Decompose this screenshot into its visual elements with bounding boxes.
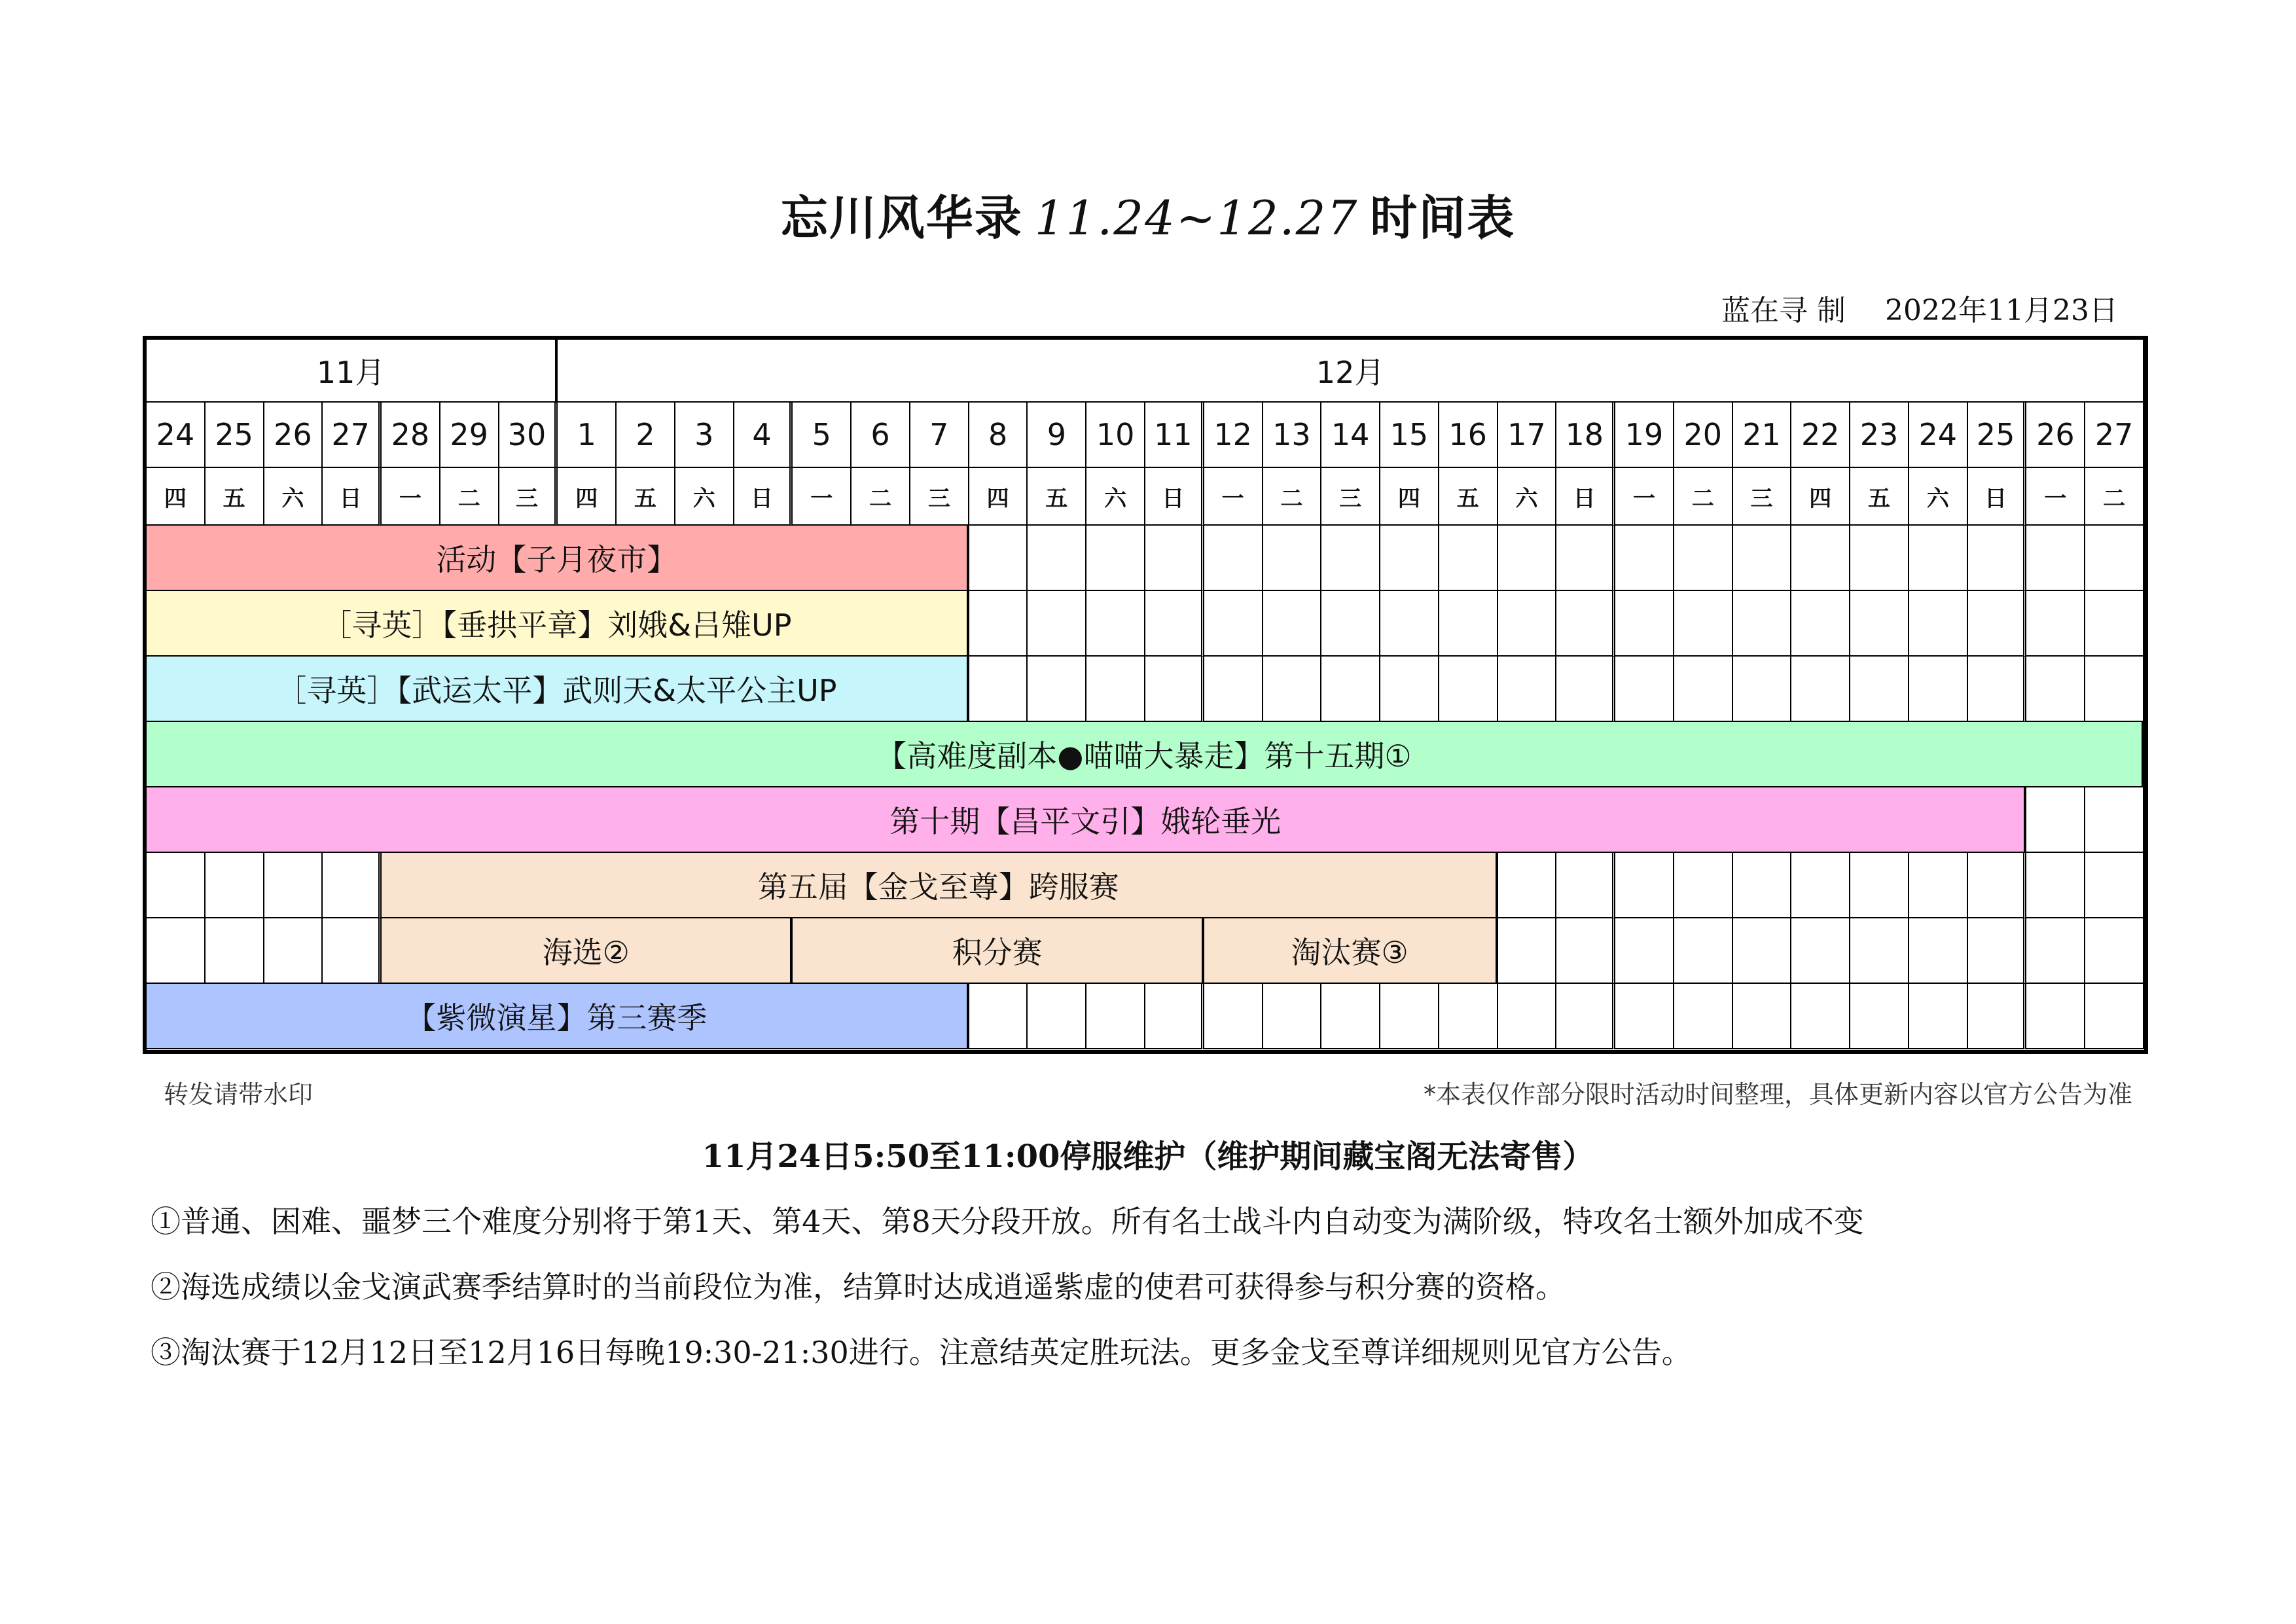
empty-day-cell: [1204, 591, 1263, 657]
weekday-cell: 日: [1968, 468, 2027, 526]
event-bar: 第五届【金戈至尊】跨服赛: [382, 853, 1498, 918]
event-bar: 第十期【昌平文引】娥轮垂光: [147, 787, 2026, 853]
weekday-cell: 日: [734, 468, 793, 526]
date-cell: 27: [2085, 403, 2144, 468]
empty-day-cell: [1674, 591, 1733, 657]
weekday-cell: 日: [323, 468, 382, 526]
empty-day-cell: [1733, 591, 1792, 657]
empty-day-cell: [1145, 984, 1204, 1049]
empty-day-cell: [1791, 526, 1850, 591]
empty-day-cell: [1145, 526, 1204, 591]
event-bar: 活动【子月夜市】: [147, 526, 969, 591]
credit-line: [1721, 287, 2118, 329]
empty-day-cell: [323, 918, 382, 984]
empty-day-cell: [1380, 984, 1439, 1049]
empty-day-cell: [969, 526, 1028, 591]
empty-day-cell: [1674, 853, 1733, 918]
schedule-table: [143, 336, 2148, 1054]
empty-day-cell: [1733, 657, 1792, 722]
empty-day-cell: [1909, 657, 1968, 722]
empty-day-cell: [1145, 591, 1204, 657]
month-header: 11月: [147, 340, 558, 403]
empty-day-cell: [1380, 591, 1439, 657]
weekday-cell: 四: [969, 468, 1028, 526]
empty-day-cell: [1028, 984, 1086, 1049]
date-cell: 17: [1498, 403, 1557, 468]
date-cell: 1: [558, 403, 617, 468]
weekday-cell: 三: [910, 468, 969, 526]
date-cell: 26: [264, 403, 323, 468]
weekday-cell: 日: [1145, 468, 1204, 526]
empty-day-cell: [1028, 526, 1086, 591]
empty-day-cell: [1909, 591, 1968, 657]
event-bar: 海选②: [382, 918, 793, 984]
weekday-cell: 五: [206, 468, 264, 526]
empty-day-cell: [1733, 918, 1792, 984]
empty-day-cell: [1733, 526, 1792, 591]
empty-day-cell: [1204, 526, 1263, 591]
date-cell: 7: [910, 403, 969, 468]
watermark-note: 转发请带水印: [164, 1080, 314, 1109]
empty-day-cell: [1615, 918, 1674, 984]
weekday-cell: 一: [1615, 468, 1674, 526]
date-cell: 24: [1909, 403, 1968, 468]
empty-day-cell: [1498, 984, 1557, 1049]
weekday-cell: 四: [1380, 468, 1439, 526]
empty-day-cell: [1733, 984, 1792, 1049]
weekday-cell: 二: [440, 468, 499, 526]
weekday-cell: 一: [1204, 468, 1263, 526]
empty-day-cell: [1263, 657, 1322, 722]
empty-day-cell: [1791, 591, 1850, 657]
empty-day-cell: [1791, 984, 1850, 1049]
date-cell: 6: [852, 403, 910, 468]
weekday-cell: 一: [2026, 468, 2085, 526]
empty-day-cell: [1498, 853, 1557, 918]
date-cell: 8: [969, 403, 1028, 468]
empty-day-cell: [264, 918, 323, 984]
empty-day-cell: [1674, 657, 1733, 722]
event-bar: ［寻英］【武运太平】武则天&太平公主UP: [147, 657, 969, 722]
date-cell: 16: [1439, 403, 1498, 468]
empty-day-cell: [1968, 526, 2027, 591]
empty-day-cell: [1850, 591, 1909, 657]
title-range: 11.24~12.27: [1034, 190, 1359, 245]
empty-day-cell: [2026, 853, 2085, 918]
date-cell: 11: [1145, 403, 1204, 468]
empty-day-cell: [1263, 984, 1322, 1049]
empty-day-cell: [1615, 591, 1674, 657]
title-prefix: 忘川风华录: [780, 190, 1023, 245]
empty-day-cell: [1028, 591, 1086, 657]
empty-day-cell: [1086, 657, 1145, 722]
weekday-cell: 二: [1263, 468, 1322, 526]
empty-day-cell: [2085, 984, 2144, 1049]
weekday-cell: 六: [264, 468, 323, 526]
date-cell: 4: [734, 403, 793, 468]
empty-day-cell: [1909, 526, 1968, 591]
event-bar: 【紫微演星】第三赛季: [147, 984, 969, 1049]
date-cell: 26: [2026, 403, 2085, 468]
date-cell: 28: [382, 403, 440, 468]
date-cell: 19: [1615, 403, 1674, 468]
empty-day-cell: [2026, 526, 2085, 591]
date-cell: 20: [1674, 403, 1733, 468]
weekday-cell: 六: [1086, 468, 1145, 526]
empty-day-cell: [1556, 853, 1615, 918]
empty-day-cell: [1028, 657, 1086, 722]
month-header: 12月: [558, 340, 2144, 403]
empty-day-cell: [1850, 526, 1909, 591]
empty-day-cell: [1850, 657, 1909, 722]
empty-day-cell: [1145, 657, 1204, 722]
empty-day-cell: [2026, 591, 2085, 657]
weekday-cell: 四: [558, 468, 617, 526]
empty-day-cell: [2026, 657, 2085, 722]
weekday-cell: 四: [147, 468, 206, 526]
weekday-cell: 六: [1909, 468, 1968, 526]
empty-day-cell: [1380, 526, 1439, 591]
date-cell: 13: [1263, 403, 1322, 468]
empty-day-cell: [1498, 918, 1557, 984]
empty-day-cell: [1086, 526, 1145, 591]
footnote-3: ③淘汰赛于12月12日至12月16日每晚19:30-21:30进行。注意结英定胜玩法。更多金戈至尊详细规则见官方公告。: [151, 1335, 1692, 1370]
title-suffix: 时间表: [1370, 190, 1516, 245]
footnote-1: ①普通、困难、噩梦三个难度分别将于第1天、第4天、第8天分段开放。所有名士战斗内自动变为满阶级，特攻名士额外加成不变: [151, 1204, 1864, 1239]
empty-day-cell: [1263, 526, 1322, 591]
empty-day-cell: [2026, 787, 2085, 853]
empty-day-cell: [1204, 657, 1263, 722]
empty-day-cell: [1968, 918, 2027, 984]
empty-day-cell: [147, 918, 206, 984]
weekday-cell: 四: [1791, 468, 1850, 526]
date-cell: 21: [1733, 403, 1792, 468]
date-cell: 25: [1968, 403, 2027, 468]
date-cell: 27: [323, 403, 382, 468]
weekday-cell: 日: [1556, 468, 1615, 526]
empty-day-cell: [1791, 918, 1850, 984]
empty-day-cell: [1380, 657, 1439, 722]
empty-day-cell: [969, 657, 1028, 722]
page-title: [0, 180, 2296, 248]
empty-day-cell: [1556, 657, 1615, 722]
empty-day-cell: [1968, 657, 2027, 722]
empty-day-cell: [323, 853, 382, 918]
empty-day-cell: [1615, 526, 1674, 591]
date-cell: 23: [1850, 403, 1909, 468]
empty-day-cell: [2085, 787, 2144, 853]
credit-date: 2022年11月23日: [1885, 294, 2118, 327]
empty-day-cell: [1968, 853, 2027, 918]
empty-day-cell: [1674, 526, 1733, 591]
empty-day-cell: [1791, 853, 1850, 918]
empty-day-cell: [1321, 657, 1380, 722]
date-cell: 24: [147, 403, 206, 468]
empty-day-cell: [969, 984, 1028, 1049]
event-bar: ［寻英］【垂拱平章】刘娥&吕雉UP: [147, 591, 969, 657]
footnote-2: ②海选成绩以金戈演武赛季结算时的当前段位为准，结算时达成逍遥紫虚的使君可获得参与积分赛的资格。: [151, 1269, 1566, 1305]
empty-day-cell: [2026, 918, 2085, 984]
empty-day-cell: [1439, 526, 1498, 591]
event-bar: 【高难度副本●喵喵大暴走】第十五期①: [147, 722, 2144, 787]
empty-day-cell: [1556, 591, 1615, 657]
empty-day-cell: [1968, 591, 2027, 657]
empty-day-cell: [1439, 591, 1498, 657]
date-cell: 22: [1791, 403, 1850, 468]
empty-day-cell: [1086, 591, 1145, 657]
date-cell: 12: [1204, 403, 1263, 468]
event-bar: 积分赛: [793, 918, 1204, 984]
weekday-cell: 五: [1028, 468, 1086, 526]
weekday-cell: 二: [852, 468, 910, 526]
empty-day-cell: [206, 918, 264, 984]
weekday-cell: 三: [1733, 468, 1792, 526]
date-cell: 9: [1028, 403, 1086, 468]
empty-day-cell: [1674, 918, 1733, 984]
empty-day-cell: [1850, 984, 1909, 1049]
empty-day-cell: [264, 853, 323, 918]
empty-day-cell: [1556, 984, 1615, 1049]
empty-day-cell: [1615, 984, 1674, 1049]
empty-day-cell: [1850, 853, 1909, 918]
empty-day-cell: [2026, 984, 2085, 1049]
empty-day-cell: [1733, 853, 1792, 918]
empty-day-cell: [1909, 984, 1968, 1049]
empty-day-cell: [1321, 591, 1380, 657]
empty-day-cell: [2085, 526, 2144, 591]
empty-day-cell: [1556, 526, 1615, 591]
empty-day-cell: [1909, 853, 1968, 918]
empty-day-cell: [1791, 657, 1850, 722]
empty-day-cell: [1615, 657, 1674, 722]
weekday-cell: 五: [1850, 468, 1909, 526]
empty-day-cell: [1909, 918, 1968, 984]
date-cell: 14: [1321, 403, 1380, 468]
date-cell: 5: [793, 403, 852, 468]
empty-day-cell: [206, 853, 264, 918]
weekday-cell: 三: [499, 468, 558, 526]
weekday-cell: 一: [793, 468, 852, 526]
weekday-cell: 六: [1498, 468, 1557, 526]
date-cell: 30: [499, 403, 558, 468]
maintenance-notice: 11月24日5:50至11:00停服维护（维护期间藏宝阁无法寄售）: [702, 1138, 1594, 1175]
date-cell: 10: [1086, 403, 1145, 468]
date-cell: 29: [440, 403, 499, 468]
empty-day-cell: [1439, 984, 1498, 1049]
weekday-cell: 五: [1439, 468, 1498, 526]
empty-day-cell: [1556, 918, 1615, 984]
empty-day-cell: [1439, 657, 1498, 722]
date-cell: 2: [617, 403, 675, 468]
empty-day-cell: [1321, 984, 1380, 1049]
event-bar: 淘汰赛③: [1204, 918, 1498, 984]
empty-day-cell: [2085, 591, 2144, 657]
empty-day-cell: [1498, 657, 1557, 722]
date-cell: 3: [675, 403, 734, 468]
empty-day-cell: [1674, 984, 1733, 1049]
weekday-cell: 一: [382, 468, 440, 526]
weekday-cell: 五: [617, 468, 675, 526]
disclaimer-note: *本表仅作部分限时活动时间整理，具体更新内容以官方公告为准: [1423, 1080, 2132, 1109]
date-cell: 15: [1380, 403, 1439, 468]
weekday-cell: 六: [675, 468, 734, 526]
empty-day-cell: [147, 853, 206, 918]
weekday-cell: 三: [1321, 468, 1380, 526]
weekday-cell: 二: [2085, 468, 2144, 526]
empty-day-cell: [1321, 526, 1380, 591]
empty-day-cell: [2085, 853, 2144, 918]
empty-day-cell: [1850, 918, 1909, 984]
date-cell: 25: [206, 403, 264, 468]
empty-day-cell: [2085, 657, 2144, 722]
weekday-cell: 二: [1674, 468, 1733, 526]
empty-day-cell: [1204, 984, 1263, 1049]
empty-day-cell: [969, 591, 1028, 657]
empty-day-cell: [1498, 591, 1557, 657]
empty-day-cell: [1498, 526, 1557, 591]
credit-author: 蓝在寻 制: [1721, 294, 1846, 327]
empty-day-cell: [2085, 918, 2144, 984]
empty-day-cell: [1968, 984, 2027, 1049]
date-cell: 18: [1556, 403, 1615, 468]
empty-day-cell: [1615, 853, 1674, 918]
empty-day-cell: [1086, 984, 1145, 1049]
empty-day-cell: [1263, 591, 1322, 657]
